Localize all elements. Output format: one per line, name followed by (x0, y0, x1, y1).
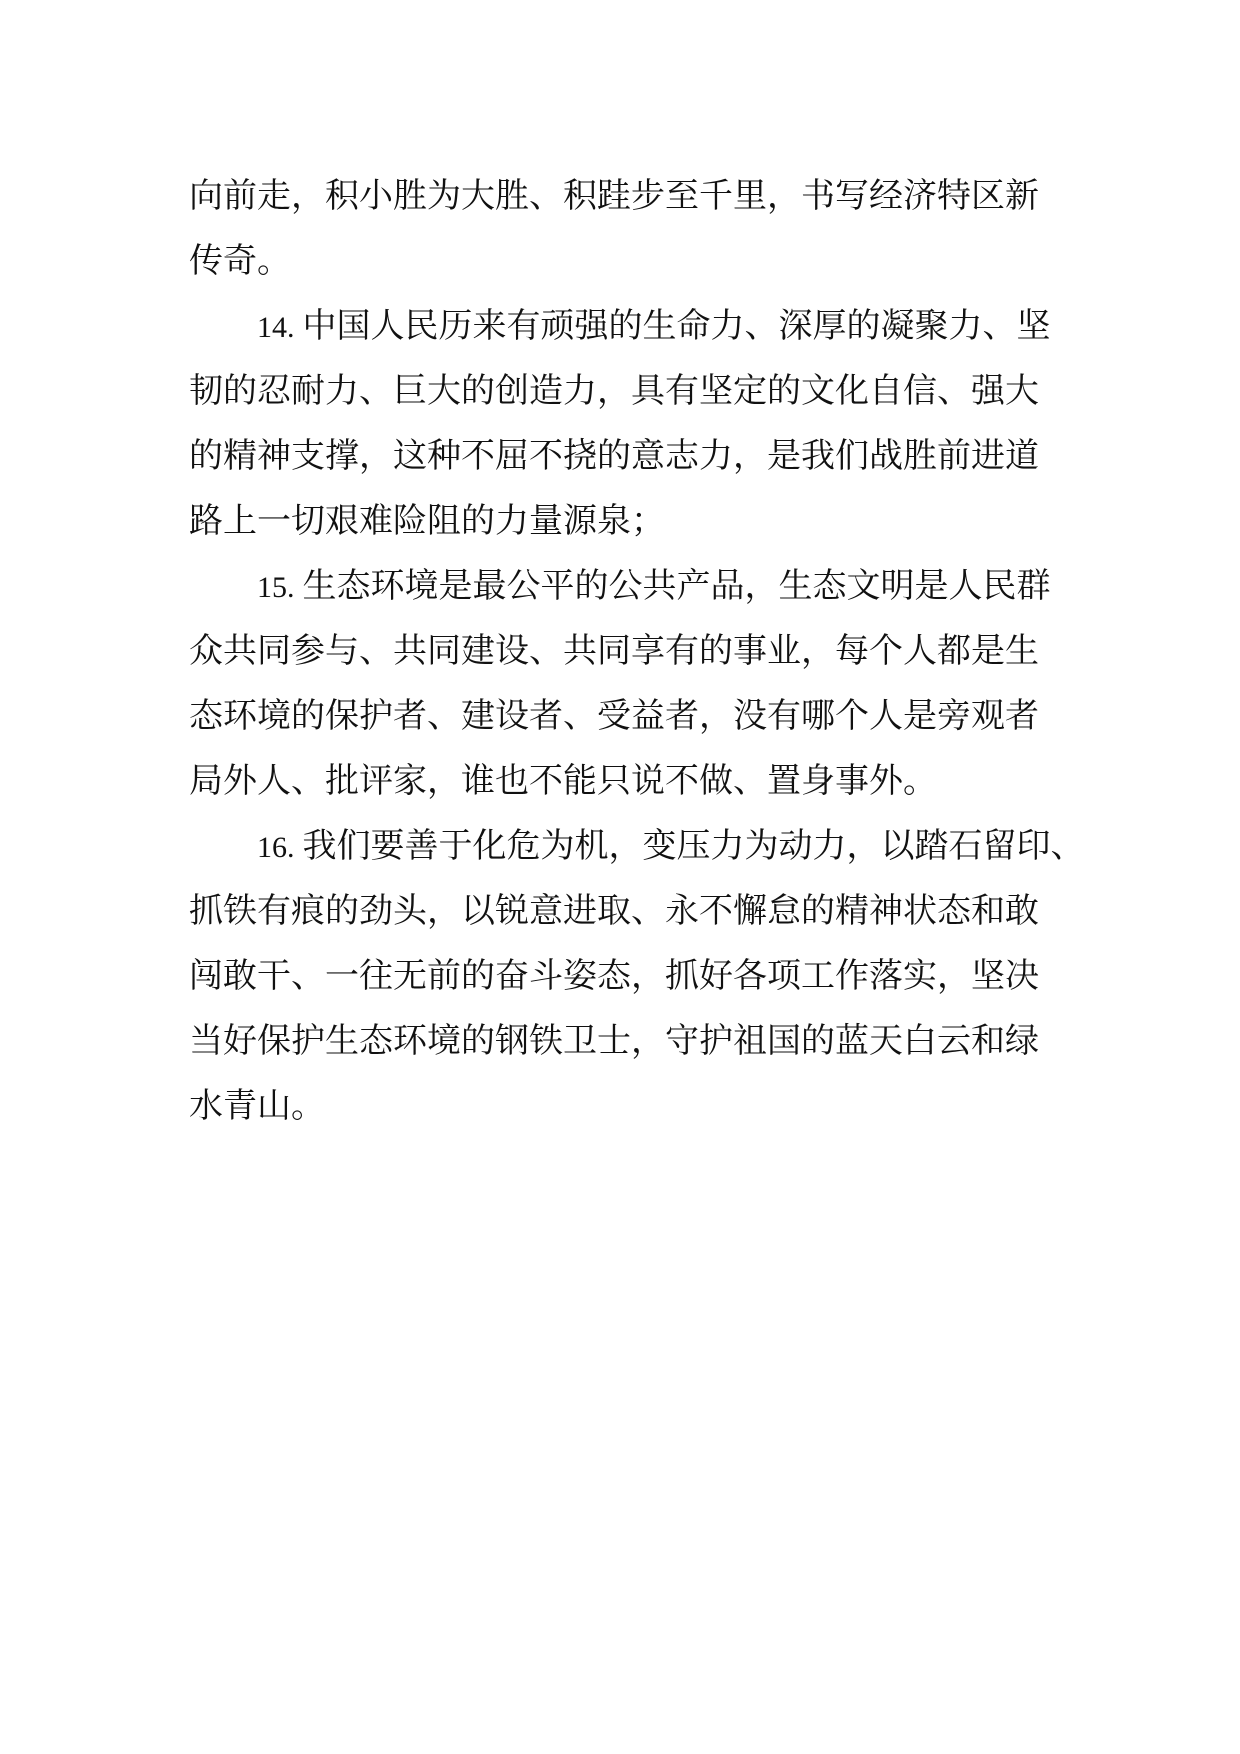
text-line: 路上一切艰难险阻的力量源泉； (189, 501, 665, 541)
text-line (189, 554, 1059, 619)
text-line: 局外人、批评家，谁也不能只说不做、置身事外。 (189, 761, 937, 801)
text-line (189, 814, 1085, 879)
text-line: 水青山。 (189, 1086, 325, 1126)
text-line: 向前走，积小胜为大胜、积跬步至千里，书写经济特区新 (189, 176, 1039, 216)
text-line-content: 生态环境是最公平的公共产品，生态文明是人民群 (302, 566, 1051, 606)
paragraph-number: 15. (257, 571, 295, 604)
paragraph-number: 14. (257, 311, 295, 344)
text-line-content: 我们要善于化危为机，变压力为动力，以踏石留印、 (302, 826, 1085, 866)
paragraph-15 (189, 554, 1059, 814)
text-line: 当好保护生态环境的钢铁卫士，守护祖国的蓝天白云和绿 (189, 1021, 1039, 1061)
text-line: 态环境的保护者、建设者、受益者，没有哪个人是旁观者 (189, 696, 1039, 736)
paragraph-continuation (189, 164, 1059, 294)
text-line: 的精神支撑，这种不屈不挠的意志力，是我们战胜前进道 (189, 436, 1039, 476)
paragraph-14 (189, 294, 1059, 554)
paragraph-number: 16. (257, 831, 295, 864)
text-line (189, 294, 1059, 359)
text-line: 抓铁有痕的劲头，以锐意进取、永不懈怠的精神状态和敢 (189, 891, 1039, 931)
text-line-content: 中国人民历来有顽强的生命力、深厚的凝聚力、坚 (302, 306, 1051, 346)
text-line: 众共同参与、共同建设、共同享有的事业，每个人都是生 (189, 631, 1039, 671)
document-body (189, 164, 1085, 1139)
text-line: 韧的忍耐力、巨大的创造力，具有坚定的文化自信、强大 (189, 371, 1039, 411)
paragraph-16 (189, 814, 1085, 1139)
text-line: 闯敢干、一往无前的奋斗姿态，抓好各项工作落实，坚决 (189, 956, 1039, 996)
text-line: 传奇。 (189, 241, 291, 281)
